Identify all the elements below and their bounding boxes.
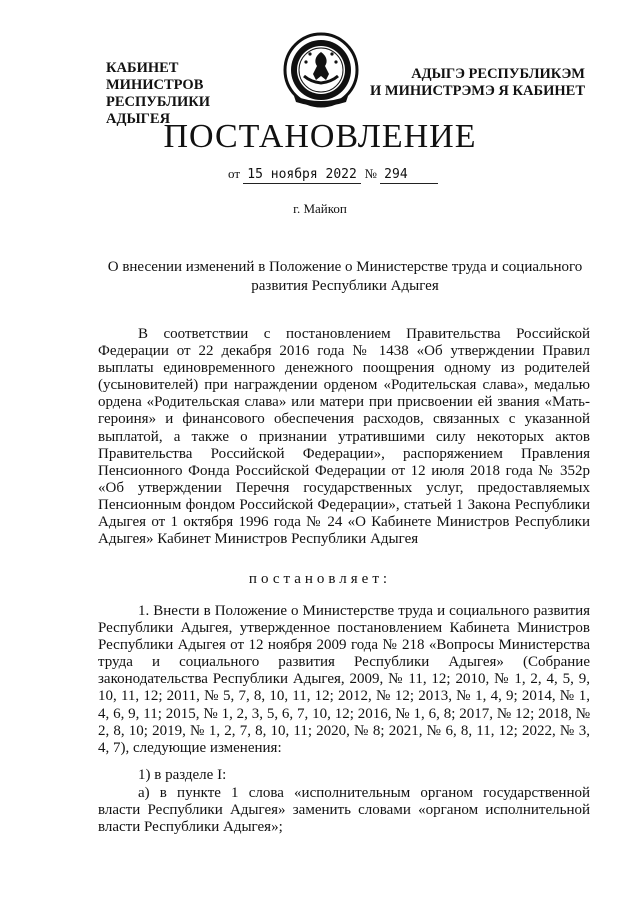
subject-heading: О внесении изменений в Положение о Министерстве труда и социального развития Республики Адыгея <box>107 259 583 294</box>
resolves-heading: постановляет: <box>248 571 392 587</box>
date-value: 15 ноября 2022 <box>243 167 361 184</box>
number-value: 294 <box>380 167 438 184</box>
coat-of-arms-icon <box>280 30 362 112</box>
city: г. Майкоп <box>293 201 347 216</box>
issuer-line: И МИНИСТРЭМЭ Я КАБИНЕТ <box>370 83 585 99</box>
number-prefix: № <box>364 166 377 181</box>
issuer-line: АДЫГЭ РЕСПУБЛИКЭМ <box>411 66 585 82</box>
date-number-line <box>228 166 488 184</box>
preamble-paragraph: В соответствии с постановлением Правительства Российской Федерации от 22 декабря 2016 года № 1438 «Об утверждении Правил выплаты единовременного денежного поощрения одному из родителей (усыновителей) при награждении орденом «Родительская слава», медалью ордена «Родительская слава» или матери при присвоении ей звания «Мать-героиня» и финансового обеспечения расходов, связанных с указанной выплатой, а также о признании утратившими силу некоторых актов Правительства Российской Федерации», распоряжением Правления Пенсионного Фонда Российской Федерации от 12 июля 2018 года № 352р «Об утверждении Перечня государственных услуг, предоставляемых Пенсионным фондом Российской Федерации», статьей 1 Закона Республики Адыгея от 1 октября 1996 года № 24 «О Кабинете Министров Республики Адыгея» Кабинет Министров Республики Адыгея <box>98 326 590 548</box>
item-1-paragraph: 1. Внести в Положение о Министерстве труда и социального развития Республики Адыгея, утвержденное постановлением Кабинета Министров Республики Адыгея от 12 ноября 2009 года № 218 «Вопросы Министерства труда и социального развития Республики Адыгея» (Собрание законодательства Республики Адыгея, 2009, № 11, 12; 2010, № 1, 2, 4, 5, 9, 10, 11, 12; 2011, № 5, 7, 8, 10, 11, 12; 2012, № 12; 2013, № 1, 4, 9; 2014, № 1, 4, 6, 9, 11; 2015, № 1, 2, 3, 5, 6, 7, 10, 12; 2016, № 1, 6, 8; 2017, № 12; 2018, № 2, 8, 10; 2019, № 1, 2, 7, 8, 10, 11; 2020, № 8; 2021, № 6, 8, 11, 12; 2022, № 3, 4, 7), следующие изменения: <box>98 603 590 756</box>
subitem-1-paragraph: 1) в разделе I: <box>138 767 227 783</box>
subitem-1a-paragraph: а) в пункте 1 слова «исполнительным органом государственной власти Республики Адыгея» заменить словами «органом исполнительной власти Республики Адыгея»; <box>98 785 590 836</box>
date-prefix: от <box>228 166 241 181</box>
document-title: ПОСТАНОВЛЕНИЕ <box>163 118 477 155</box>
issuer-line: РЕСПУБЛИКИ АДЫГЕЯ <box>106 94 211 127</box>
issuer-adyghe <box>370 66 585 100</box>
issuer-line: КАБИНЕТ МИНИСТРОВ <box>106 60 204 93</box>
